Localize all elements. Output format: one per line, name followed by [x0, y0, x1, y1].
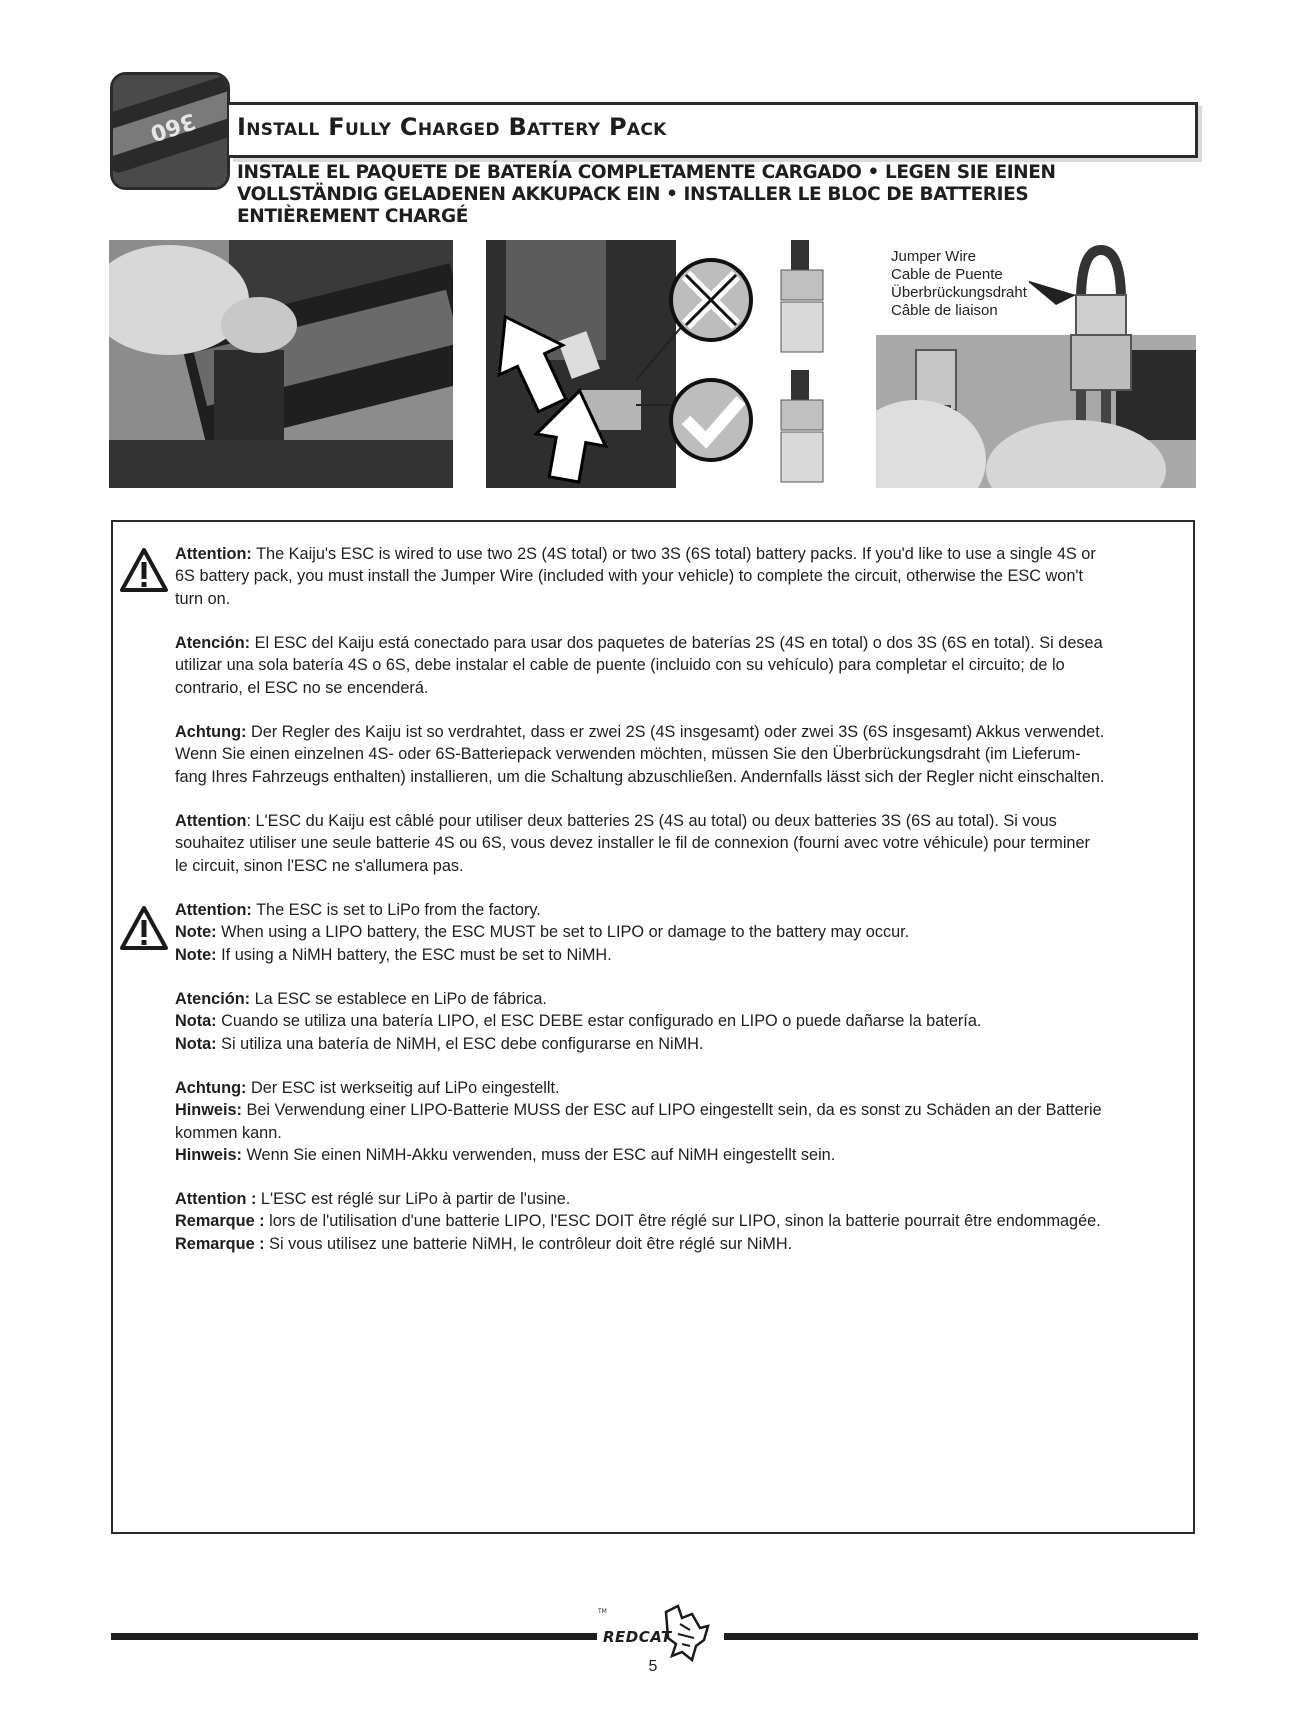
lipo-notice-french: Attention : L'ESC est réglé sur LiPo à partir de l'usine. Remarque : lors de l'utilisation d'une batterie LIPO, l'ESC DOIT être réglé sur LIPO, sinon la batterie pourrait être endommagée. Remarque : Si vous utilisez une batterie NiMH, le contrôleur doit être réglé sur NiMH. — [175, 1190, 1101, 1253]
connector-orientation-photo — [486, 240, 846, 488]
jumper-notice-spanish: Atención: El ESC del Kaiju está conectado para usar dos paquetes de baterías 2S (4S en total) o dos 3S (6S en total). Si desea utilizar una sola batería 4S o 6S, debe instalar el cable de puente (incluido con su vehículo) para completar el circuito; de lo contrario, el ESC no se encenderá. — [175, 634, 1103, 697]
lipo-notice-english: Attention: The ESC is set to LiPo from the factory. Note: When using a LIPO battery, the ESC MUST be set to LIPO or damage to the battery may occur. Note: If using a NiMH battery, the ESC must be set to NiMH. — [175, 901, 910, 964]
jumper-label-en: Jumper Wire — [891, 248, 977, 265]
notice-label: Achtung: — [175, 723, 247, 741]
warning-icon — [119, 905, 169, 951]
subtitle-line: ENTIÈREMENT CHARGÉ — [237, 206, 468, 227]
brand-wordmark: REDCAT — [603, 1628, 672, 1646]
notice-label: Atención: — [175, 634, 251, 652]
footer-rule-right — [724, 1633, 1198, 1640]
battery-thumbnail-image — [110, 72, 230, 190]
footer-rule-left — [111, 1633, 597, 1640]
subtitle-line: VOLLSTÄNDIG GELADENEN AKKUPACK EIN • INSTALLER LE BLOC DE BATTERIES — [237, 184, 1029, 205]
svg-text:TM: TM — [598, 1608, 607, 1615]
notice-label: Attention — [175, 812, 247, 830]
jumper-label-fr: Câble de liaison — [891, 302, 998, 319]
lipo-notice-spanish: Atención: La ESC se establece en LiPo de fábrica. Nota: Cuando se utiliza una batería LIPO, el ESC DEBE estar configurado en LIPO o puede dañarse la batería. Nota: Si utiliza una batería de NiMH, el ESC debe configurarse en NiMH. — [175, 990, 982, 1053]
battery-strap-photo — [109, 240, 453, 488]
subtitle-line: INSTALE EL PAQUETE DE BATERÍA COMPLETAMENTE CARGADO • LEGEN SIE EINEN — [237, 162, 1056, 183]
page-title: Install Fully Charged Battery Pack — [237, 113, 667, 141]
page-number: 5 — [648, 1658, 658, 1675]
jumper-label-de: Überbrückungsdraht — [891, 284, 1027, 301]
translated-subtitle — [237, 162, 1107, 228]
section-title-bar — [229, 102, 1198, 158]
jumper-notice-french: Attention: L'ESC du Kaiju est câblé pour utiliser deux batteries 2S (4S au total) ou deux batteries 3S (6S au total). Si vous souhaitez utiliser une seule batterie 4S ou 6S, vous devez installer le fil de connexion (fourni avec votre véhicule) pour terminer le circuit, sinon l'ESC ne s'allumera pas. — [175, 812, 1090, 875]
jumper-notice-english: Attention: The Kaiju's ESC is wired to use two 2S (4S total) or two 3S (6S total) battery packs. If you'd like to use a single 4S or 6S battery pack, you must install the Jumper Wire (included with your vehicle) to complete the circuit, otherwise the ESC won't turn on. — [175, 545, 1096, 608]
lipo-notice-german: Achtung: Der ESC ist werkseitig auf LiPo eingestellt. Hinweis: Bei Verwendung einer LIPO-Batterie MUSS der ESC auf LIPO eingestellt sein, da es sonst zu Schäden an der Batterie kommen kann. Hinweis: Wenn Sie einen NiMH-Akku verwenden, muss der ESC auf NiMH eingestellt sein. — [175, 1079, 1102, 1164]
warning-icon — [119, 547, 169, 593]
jumper-notice-german: Achtung: Der Regler des Kaiju ist so verdrahtet, dass er zwei 2S (4S insgesamt) oder zwei 3S (6S insgesamt) Akkus verwendet. Wenn Sie einen einzelnen 4S- oder 6S-Batteriepack verwenden möchten, müssen Sie den Überbrückungsdraht (im Lieferum- fang Ihres Fahrzeugs enthalten) installieren, um die Schaltung abzuschließen. Andernfalls lässt sich der Regler nicht einschalten. — [175, 723, 1105, 786]
svg-text:360: 360 — [147, 107, 199, 146]
notice-label: Attention: — [175, 545, 252, 563]
jumper-wire-callout — [889, 248, 1029, 320]
jumper-label-es: Cable de Puente — [891, 266, 1003, 283]
